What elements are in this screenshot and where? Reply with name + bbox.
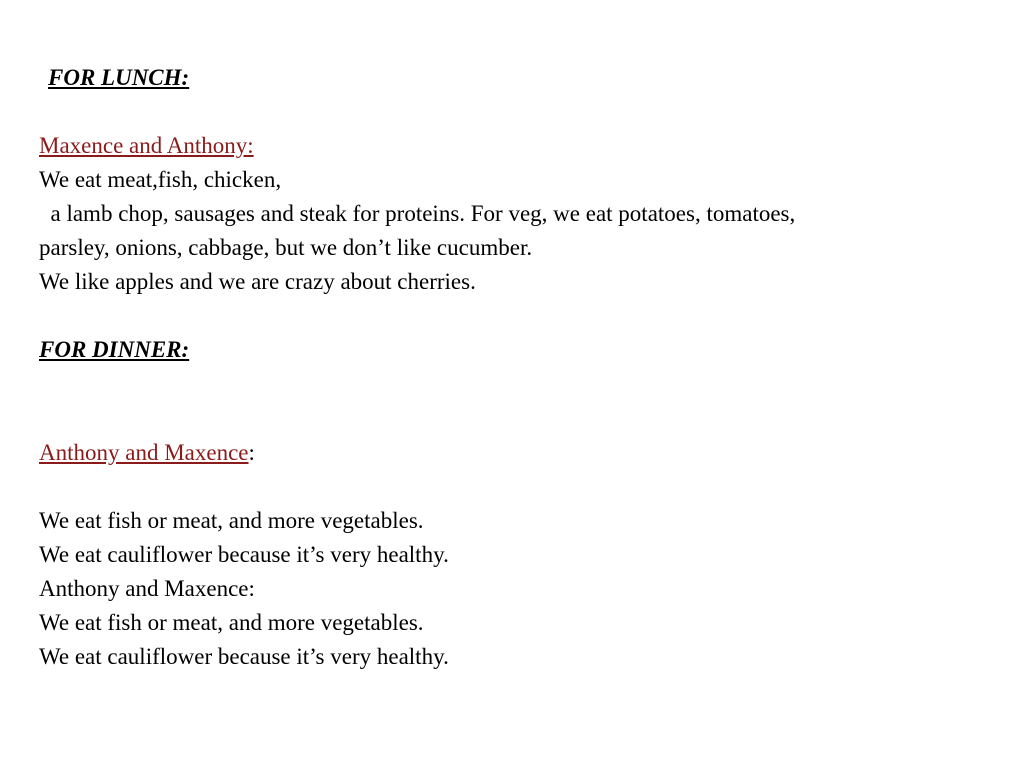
lunch-line-1: We eat meat,fish, chicken, [39, 167, 282, 192]
dinner-names-heading: Anthony and Maxence [39, 440, 249, 465]
dinner-names-line [39, 436, 255, 470]
lunch-line-4: We like apples and we are crazy about cherries. [39, 269, 476, 294]
dinner-names-suffix: : [248, 440, 255, 465]
lunch-line-2: a lamb chop, sausages and steak for proteins. For veg, we eat potatoes, tomatoes, [39, 201, 796, 226]
dinner-line-2: We eat cauliflower because it’s very healthy. [39, 542, 449, 567]
dinner-line-1: We eat fish or meat, and more vegetables. [39, 508, 424, 533]
dinner-line-5: We eat cauliflower because it’s very healthy. [39, 644, 449, 669]
lunch-heading: FOR LUNCH: [48, 65, 190, 90]
dinner-line-4: We eat fish or meat, and more vegetables. [39, 610, 424, 635]
lunch-names-heading: Maxence and Anthony: [39, 133, 254, 158]
lunch-line-3: parsley, onions, cabbage, but we don’t like cucumber. [39, 235, 533, 260]
dinner-line-3: Anthony and Maxence: [39, 576, 255, 601]
dinner-heading: FOR DINNER: [39, 337, 190, 362]
